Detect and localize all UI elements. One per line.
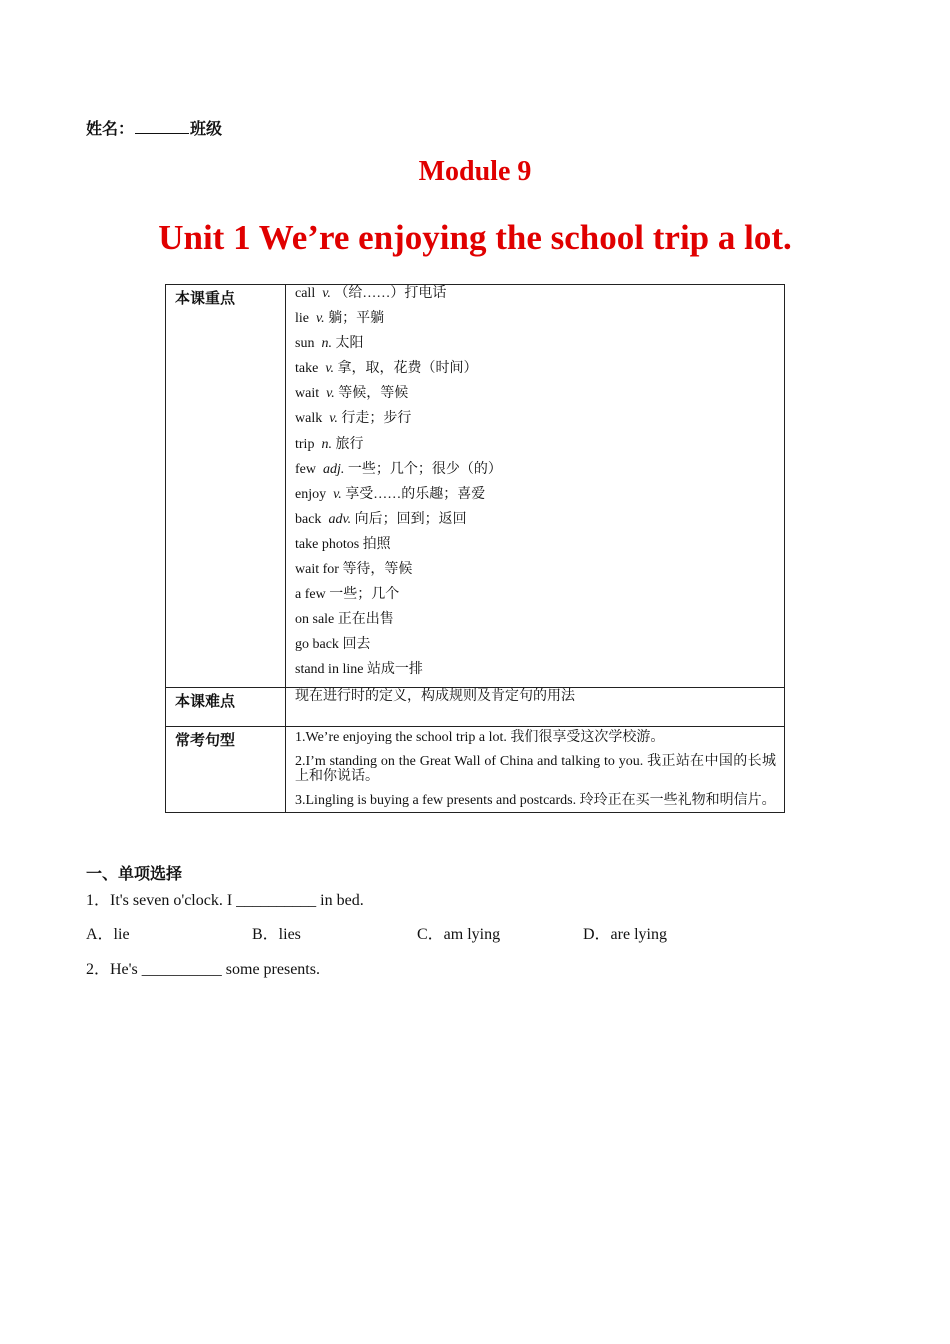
lesson-summary-table bbox=[165, 284, 785, 813]
name-blank[interactable] bbox=[135, 119, 189, 134]
sentence-patterns-cell bbox=[286, 726, 785, 812]
q1-option-c[interactable]: C．am lying bbox=[417, 926, 501, 943]
class-label: 班级 bbox=[190, 119, 223, 138]
vocab-meaning: 向后；回到；返回 bbox=[354, 511, 467, 527]
vocab-word: lie bbox=[295, 311, 309, 327]
vocab-meaning: 行走；步行 bbox=[341, 411, 412, 427]
vocab-word: walk bbox=[295, 411, 323, 427]
module-title: Module 9 bbox=[418, 156, 532, 187]
vocab-item bbox=[295, 436, 776, 461]
difficult-points-label: 本课难点 bbox=[166, 687, 286, 726]
vocab-item bbox=[295, 461, 776, 486]
difficult-points-text: 现在进行时的定义，构成规则及肯定句的用法 bbox=[295, 688, 575, 704]
vocab-item bbox=[295, 310, 776, 335]
vocab-word: wait bbox=[295, 386, 320, 402]
vocab-meaning: 回去 bbox=[342, 637, 371, 653]
vocab-word: call bbox=[295, 286, 316, 301]
vocab-word: trip bbox=[295, 436, 315, 452]
vocab-pos: v. bbox=[329, 411, 338, 427]
vocab-pos: v. bbox=[316, 311, 325, 327]
vocab-item bbox=[295, 486, 776, 511]
vocab-meaning: 享受……的乐趣；喜爱 bbox=[345, 486, 486, 502]
vocab-pos: n. bbox=[321, 436, 332, 452]
vocab-item bbox=[295, 611, 776, 636]
difficult-points-row bbox=[166, 687, 785, 726]
difficult-points-cell bbox=[286, 687, 785, 726]
vocab-word: sun bbox=[295, 336, 315, 352]
vocab-list bbox=[286, 285, 785, 688]
vocab-meaning: 一些；几个 bbox=[329, 587, 400, 603]
vocab-meaning: 拿，取，花费（时间） bbox=[337, 361, 478, 377]
vocab-meaning: 太阳 bbox=[335, 336, 364, 352]
key-points-row bbox=[166, 285, 785, 688]
vocab-meaning: 拍照 bbox=[362, 536, 391, 552]
vocab-word: go back bbox=[295, 637, 339, 653]
vocab-word: take photos bbox=[295, 536, 360, 552]
vocab-pos: adv. bbox=[328, 511, 352, 527]
vocab-item bbox=[295, 360, 776, 385]
vocab-word: enjoy bbox=[295, 486, 327, 502]
vocab-meaning: （给……）打电话 bbox=[334, 286, 447, 301]
q1-option-a[interactable]: A．lie bbox=[86, 926, 130, 943]
vocab-meaning: 一些；几个；很少（的） bbox=[347, 461, 502, 477]
vocab-item bbox=[295, 636, 776, 661]
name-label: 姓名： bbox=[86, 119, 135, 138]
question-1: 1．It's seven o'clock. I __________ in bed. bbox=[86, 892, 364, 909]
key-points-label: 本课重点 bbox=[166, 285, 286, 688]
vocab-item bbox=[295, 586, 776, 611]
vocab-pos: v. bbox=[325, 361, 335, 377]
sentence-pattern-2: 2.I’m standing on the Great Wall of China and talking to you. 我正站在中国的长城上和你说话。 bbox=[295, 753, 776, 784]
q1-option-d[interactable]: D．are lying bbox=[583, 926, 667, 943]
vocab-item bbox=[295, 335, 776, 360]
vocab-item bbox=[295, 410, 776, 435]
vocab-word: take bbox=[295, 361, 319, 377]
unit-title: Unit 1 We’re enjoying the school trip a lot. bbox=[158, 218, 792, 257]
name-class-line bbox=[86, 116, 222, 139]
vocab-pos: adj. bbox=[323, 461, 345, 477]
vocab-pos: v. bbox=[322, 286, 331, 301]
vocab-item bbox=[295, 661, 776, 686]
sentence-pattern-3: 3.Lingling is buying a few presents and postcards. 玲玲正在买一些礼物和明信片。 bbox=[295, 792, 776, 808]
vocab-meaning: 躺；平躺 bbox=[328, 311, 385, 327]
vocab-pos: v. bbox=[333, 486, 342, 502]
vocab-pos: n. bbox=[321, 336, 332, 352]
sentence-pattern-1: 1.We’re enjoying the school trip a lot. 我们很享受这次学校游。 bbox=[295, 729, 665, 745]
sentence-patterns-row bbox=[166, 726, 785, 812]
vocab-word: few bbox=[295, 461, 316, 477]
vocab-item bbox=[295, 285, 776, 310]
vocab-word: wait for bbox=[295, 562, 339, 578]
vocab-word: a few bbox=[295, 587, 326, 603]
vocab-pos: v. bbox=[326, 386, 335, 402]
vocab-meaning: 旅行 bbox=[335, 436, 364, 452]
question-2: 2．He's __________ some presents. bbox=[86, 961, 320, 978]
vocab-item bbox=[295, 536, 776, 561]
vocab-item bbox=[295, 385, 776, 410]
vocab-meaning: 站成一排 bbox=[366, 662, 423, 678]
vocab-word: back bbox=[295, 511, 322, 527]
vocab-word: on sale bbox=[295, 612, 335, 628]
vocab-word: stand in line bbox=[295, 662, 364, 678]
vocab-meaning: 等待，等候 bbox=[342, 562, 413, 578]
vocab-meaning: 等候，等候 bbox=[338, 386, 409, 402]
vocab-meaning: 正在出售 bbox=[337, 612, 394, 628]
sentence-patterns-label: 常考句型 bbox=[166, 726, 286, 812]
vocab-item bbox=[295, 561, 776, 586]
vocab-item bbox=[295, 511, 776, 536]
q1-option-b[interactable]: B．lies bbox=[252, 926, 301, 943]
section-title: 一、单项选择 bbox=[86, 864, 183, 883]
